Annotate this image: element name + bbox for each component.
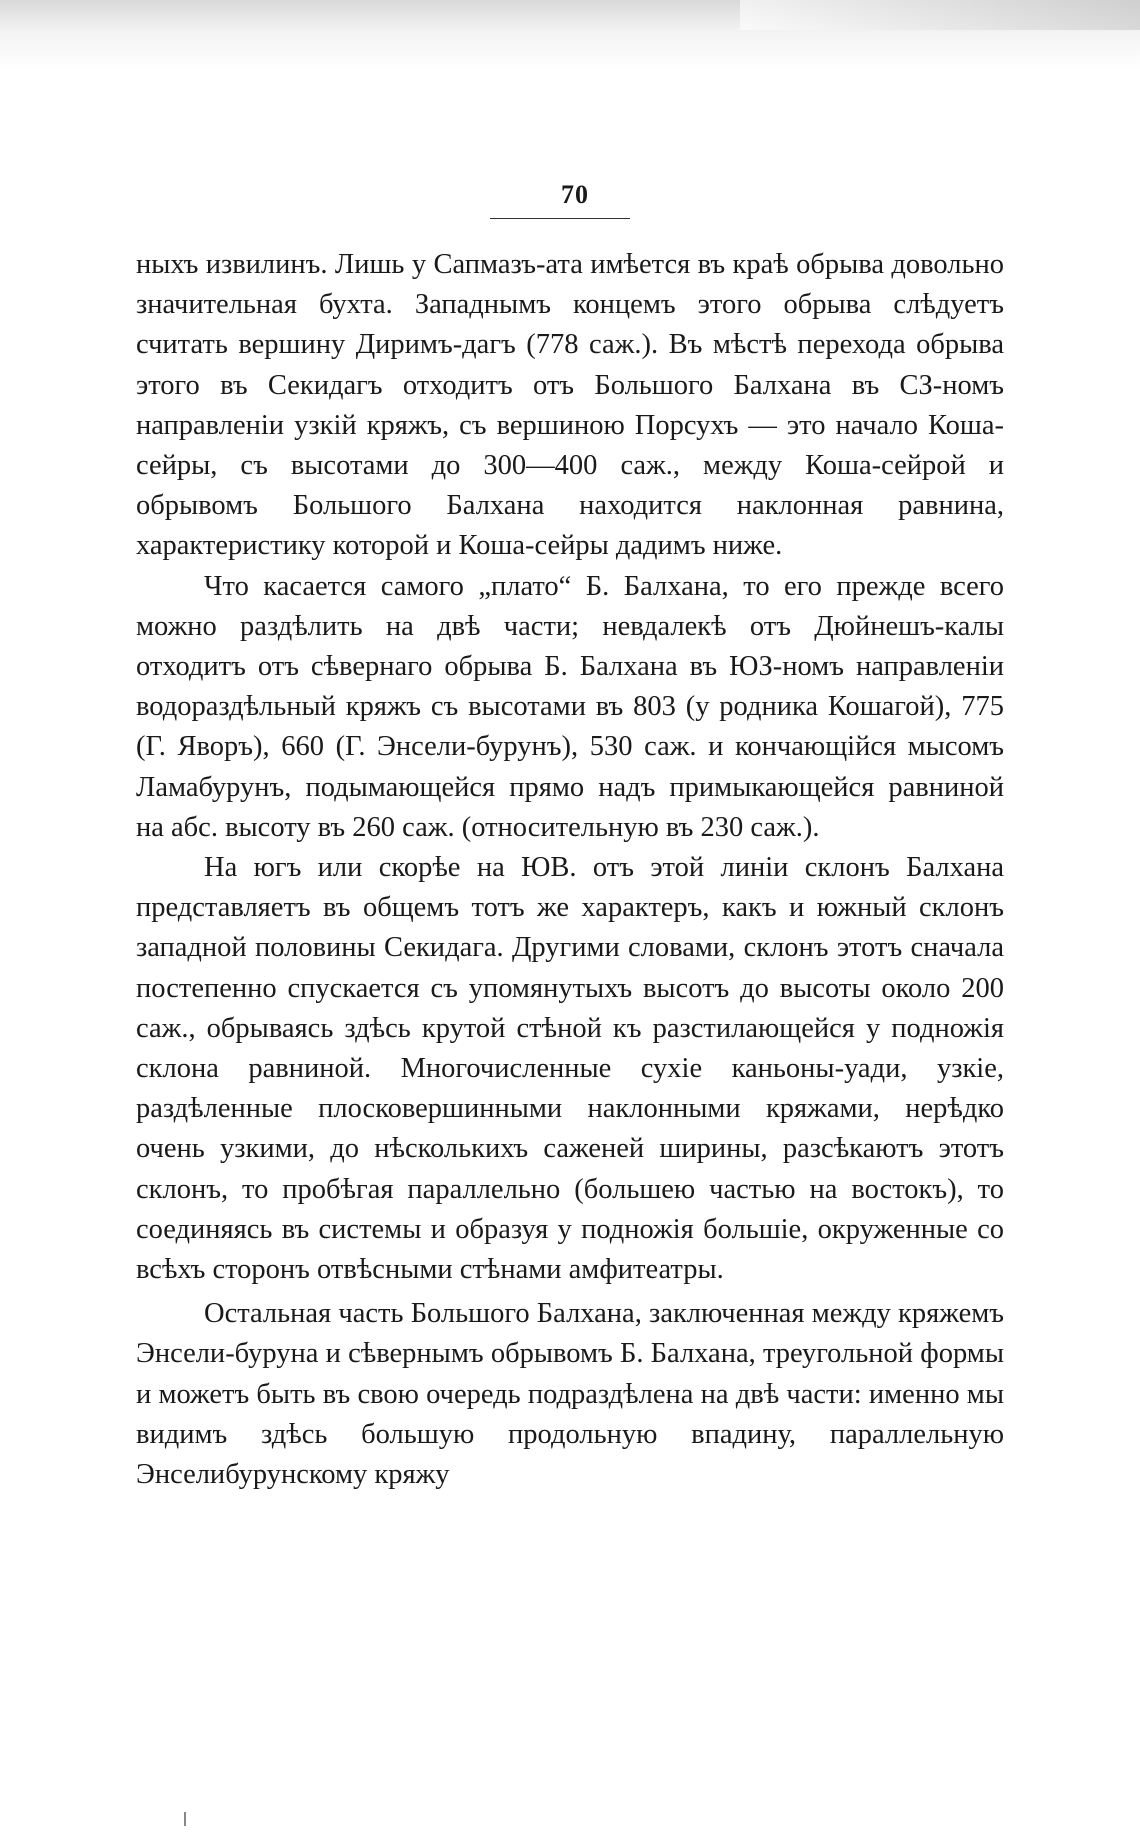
page-number: 70: [561, 180, 589, 209]
scan-shadow-corner: [740, 0, 1140, 30]
scan-mark: [184, 1812, 192, 1826]
paragraph-2: Что касается самого „плато“ Б. Балхана, то его прежде всего можно раздѣлить на двѣ части; невдалекѣ отъ Дюйнешъ-калы отходитъ отъ сѣвернаго обрыва Б. Балхана въ ЮЗ-номъ направленіи водораздѣльный кряжъ съ высотами въ 803 (у родника Кошагой), 775 (Г. Яворъ), 660 (Г. Энсели-бурунъ), 530 саж. и кончающійся мысомъ Ламабурунъ, подымающейся прямо надъ примыкающейся равниной на абс. высоту въ 260 саж. (относительную въ 230 саж.).: [136, 570, 1004, 843]
page-number-rule: [490, 218, 630, 219]
text-column: [136, 245, 1004, 1495]
paragraph-1: ныхъ извилинъ. Лишь у Сапмазъ-ата имѣется въ краѣ обрыва довольно значительная бухта. Западнымъ концемъ этого обрыва слѣдуетъ считать вершину Диримъ-дагъ (778 саж.). Въ мѣстѣ перехода обрыва этого въ Секидагъ отходитъ отъ Большого Балхана въ СЗ-номъ направленіи узкій кряжъ, съ вершиною Порсухъ — это начало Коша-сейры, съ высотами до 300—400 саж., между Коша-сейрой и обрывомъ Большого Балхана находится наклонная равнина, характеристику которой и Коша-сейры дадимъ ниже.: [136, 249, 1004, 562]
paragraph-3: На югъ или скорѣе на ЮВ. отъ этой линіи склонъ Балхана представляетъ въ общемъ тотъ же характеръ, какъ и южный склонъ западной половины Секидага. Другими словами, склонъ этотъ сначала постепенно спускается съ упомянутыхъ высотъ до высоты около 200 саж., обрываясь здѣсь крутой стѣной къ разстилающейся у подножія склона равниной. Многочисленные сухіе каньоны-уади, узкіе, раздѣленные плосковершинными наклонными кряжами, нерѣдко очень узкими, до нѣсколькихъ саженей ширины, разсѣкаютъ этотъ склонъ, то пробѣгая параллельно (большею частью на востокъ), то соединяясь въ системы и образуя у подножія большіе, окруженные со всѣхъ сторонъ отвѣсными стѣнами амфитеатры.: [136, 852, 1004, 1286]
paragraph-4: Остальная часть Большого Балхана, заключенная между кряжемъ Энсели-буруна и сѣвернымъ обрывомъ Б. Балхана, треугольной формы и можетъ быть въ свою очередь подраздѣлена на двѣ части: именно мы видимъ здѣсь большую продольную впадину, параллельную Энселибурунскому кряжу: [136, 1298, 1004, 1491]
